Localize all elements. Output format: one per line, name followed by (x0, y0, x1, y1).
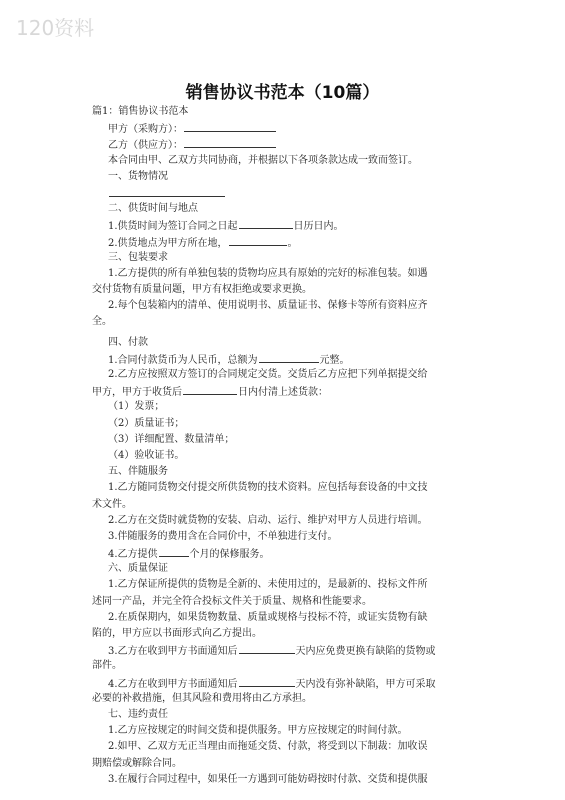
chapter-heading: 篇1：销售协议书范本 (92, 106, 189, 117)
paragraph-line: 1.乙方提供的所有单独包装的货物均应具有原始的完好的标准包装。如遇 (108, 267, 428, 279)
party-a-line: 甲方（采购方）： (0, 120, 565, 136)
paragraph-line: 部件。 (92, 660, 122, 672)
paragraph-line: 述同一产品，并完全符合投标文件关于质量、规格和性能要求。 (92, 595, 372, 607)
list-item: （1）发票； (108, 401, 165, 413)
watermark-logo: 120资料 (16, 16, 95, 40)
paragraph-line: 4.乙方提供 个月的保修服务。 (0, 545, 565, 561)
paragraph-line: 期赔偿或解除合同。 (92, 757, 182, 769)
paragraph-line: 3.乙方在收到甲方书面通知后 天内应免费更换有缺陷的货物或 (0, 642, 565, 658)
paragraph-line: 甲方，甲方于收货后 日内付清上述货款： (0, 383, 565, 399)
goods-blank-line (0, 185, 565, 201)
section-heading: 七、违约责任 (108, 708, 168, 720)
fill-blank (259, 351, 319, 363)
fill-blank (159, 545, 189, 557)
paragraph-line: 4.乙方在收到甲方书面通知后 天内没有弥补缺陷，甲方可采取 (0, 675, 565, 691)
list-item: （2）质量证书； (108, 417, 185, 429)
fill-blank (183, 383, 237, 395)
paragraph-line: 3.伴随服务的费用含在合同价中，不单独进行支付。 (108, 530, 338, 542)
paragraph-line: 全。 (92, 316, 112, 328)
document-title: 销售协议书范本（10篇） (185, 83, 380, 103)
fill-blank (239, 217, 293, 229)
paragraph-line: 1.供货时间为签订合同之日起 日历日内。 (0, 217, 565, 233)
party-b-line: 乙方（供应方）： (0, 136, 565, 152)
paragraph-line: 交付货物有质量问题，甲方有权拒绝或要求更换。 (92, 284, 312, 296)
section-heading: 一、货物情况 (108, 170, 168, 182)
paragraph-line: 陷的，甲方应以书面形式向乙方提出。 (92, 628, 262, 639)
paragraph-line: 2.乙方在交货时就货物的安装、启动、运行、维护对甲方人员进行培训。 (108, 514, 428, 526)
list-item: （3）详细配置、数量清单； (108, 433, 235, 445)
section-heading: 六、质量保证 (108, 563, 168, 575)
paragraph-line: 2.如甲、乙双方无正当理由而拖延交货、付款，将受到以下制裁：加收误 (108, 741, 428, 753)
paragraph-line: 2.乙方应按照双方签订的合同规定交货。交货后乙方应把下列单据提交给 (108, 369, 428, 380)
paragraph-line: 2.在质保期内，如果货物数量、质量或规格与投标不符，或证实货物有缺 (108, 611, 428, 623)
fill-blank (229, 234, 287, 246)
paragraph-line: 1.合同付款货币为人民币，总额为 元整。 (0, 351, 565, 367)
paragraph-line: 1.乙方随同货物交付提交所供货物的技术资料。应包括每套设备的中文技 (108, 482, 428, 494)
section-heading: 四、付款 (108, 336, 148, 348)
paragraph-line: 3.在履行合同过程中，如果任一方遇到可能妨碍按时付款、交货和提供服 (108, 773, 428, 785)
paragraph-line: 1.乙方保证所提供的货物是全新的、未使用过的，是最新的、投标文件所 (108, 579, 428, 591)
fill-blank (239, 642, 295, 654)
paragraph-line: 必要的补救措施，但其风险和费用将由乙方承担。 (92, 692, 312, 704)
paragraph-line: 1.乙方应按规定的时间交货和提供服务。甲方应按规定的时间付款。 (108, 725, 408, 737)
goods-blank (109, 185, 225, 197)
paragraph-line: 2.每个包装箱内的清单、使用说明书、质量证书、保修卡等所有资料应齐 (108, 300, 428, 312)
list-item: （4）验收证书。 (108, 449, 185, 461)
document-body (0, 104, 565, 788)
fill-blank (239, 675, 295, 687)
paragraph-line: 2.供货地点为甲方所在地， 。 (0, 234, 565, 250)
party-a-blank (184, 120, 276, 132)
section-heading: 五、伴随服务 (108, 466, 168, 478)
section-heading: 二、供货时间与地点 (108, 203, 198, 215)
section-heading: 三、包装要求 (108, 251, 168, 263)
paragraph-line: 术文件。 (92, 498, 132, 510)
party-b-blank (184, 136, 276, 148)
paragraph-line: 本合同由甲、乙双方共同协商，并根据以下各项条款达成一致而签订。 (108, 154, 418, 166)
